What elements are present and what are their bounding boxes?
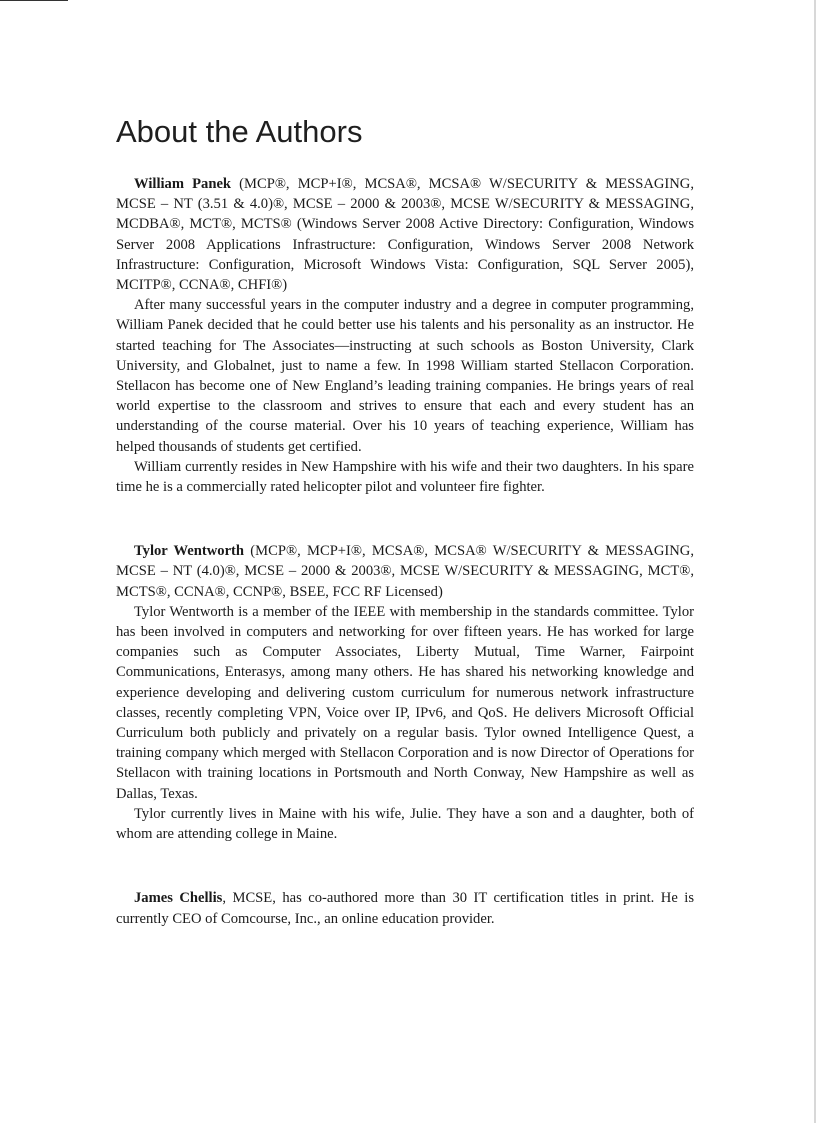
author-bio-william-panek bbox=[116, 174, 694, 497]
author-intro bbox=[116, 888, 694, 928]
author-paragraph: Tylor currently lives in Maine with his wife, Julie. They have a son and a daughter, both of whom are attending college in Maine. bbox=[116, 805, 694, 843]
author-name: William Panek bbox=[134, 176, 232, 192]
author-paragraph: Tylor Wentworth is a member of the IEEE with membership in the standards committee. Tylor has been involved in computers and networking for over fifteen years. He has worked for large companies such as Computer Associates, Liberty Mutual, Time Warner, Fairpoint Communications, Enterasys, among many others. He has shared his networking knowledge and experience developing and delivering custom curriculum for numerous network infrastructure classes, recently completing VPN, Voice over IP, IPv6, and QoS. He delivers Microsoft Official Curriculum both publicly and privately on a regular basis. Tylor owned Intelligence Quest, a training company which merged with Stellacon Corporation and is now Director of Operations for Stellacon with training locations in Portsmouth and North Conway, New Hampshire as well as Dallas, Texas. bbox=[116, 603, 694, 802]
author-bio-tylor-wentworth bbox=[116, 541, 694, 844]
author-paragraph: After many successful years in the computer industry and a degree in computer programming, William Panek decided that he could better use his talents and his personality as an instructor. He started teaching for The Associates—instructing at such schools as Boston University, Clark University, and Globalnet, just to name a few. In 1998 William started Stellacon Corporation. Stellacon has become one of New England’s leading training companies. He brings years of real world expertise to the classroom and strives to ensure that each and every student has an understanding of the course material. Over his 10 years of teaching experience, William has helped thousands of students get certified. bbox=[116, 297, 694, 455]
author-credentials: (MCP®, MCP+I®, MCSA®, MCSA® W/SECURITY & MESSAGING, MCSE – NT (3.51 & 4.0)®, MCSE – 2000 & 2003®, MCSE W/SECURITY & MESSAGING, MCDBA®, MCT®, MCTS® (Windows Server 2008 Active Directory: Configuration, Windows Server 2008 Applications Infrastructure: Configuration, Windows Server 2008 Network Infrastructure: Configuration, Microsoft Windows Vista: Configuration, SQL Server 2005), MCITP®, CCNA®, CHFI®) bbox=[116, 176, 694, 294]
author-name: Tylor Wentworth bbox=[134, 543, 245, 560]
top-rule bbox=[0, 0, 68, 1]
author-name: James Chellis bbox=[134, 890, 223, 907]
author-intro bbox=[116, 174, 694, 295]
authors-content bbox=[116, 174, 694, 973]
author-credentials: , MCSE, has co-authored more than 30 IT certification titles in print. He is currently CEO of Comcourse, Inc., an online education provider. bbox=[116, 890, 694, 927]
author-paragraph: William currently resides in New Hampshire with his wife and their two daughters. In his spare time he is a commercially rated helicopter pilot and volunteer fire fighter. bbox=[116, 458, 694, 496]
author-credentials: (MCP®, MCP+I®, MCSA®, MCSA® W/SECURITY & MESSAGING, MCSE – NT (4.0)®, MCSE – 2000 & 2003®, MCSE W/SECURITY & MESSAGING, MCT®, MCTS®, CCNA®, CCNP®, BSEE, FCC RF Licensed) bbox=[116, 543, 694, 600]
author-intro bbox=[116, 541, 694, 602]
page-title: About the Authors bbox=[116, 114, 363, 149]
author-bio-james-chellis bbox=[116, 888, 694, 928]
